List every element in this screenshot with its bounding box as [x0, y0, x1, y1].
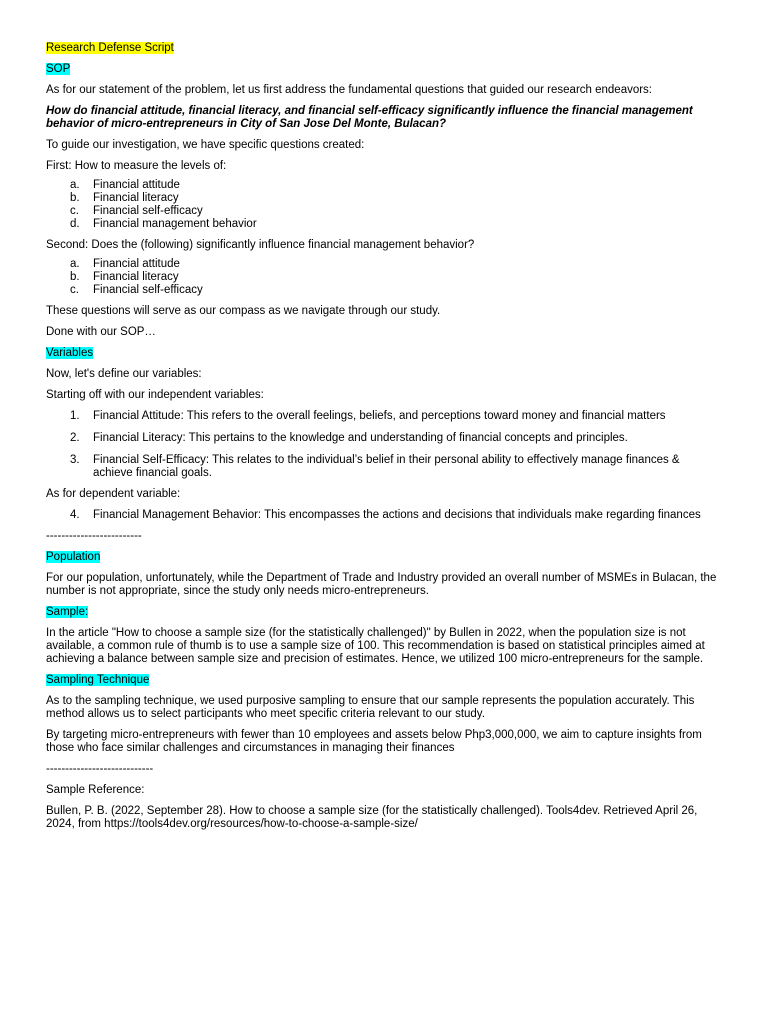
- sampling-text-1: As to the sampling technique, we used purposive sampling to ensure that our sample represents the population accurately. This method allows us to select participants who meet specific criteria relevant to our study.: [46, 695, 695, 720]
- divider: ----------------------------: [46, 763, 154, 775]
- variables-heading-highlight: Variables: [46, 347, 94, 359]
- list-item: b. Financial literacy: [70, 271, 179, 283]
- list-item: d. Financial management behavior: [70, 218, 257, 230]
- independent-intro: Starting off with our independent variables:: [46, 389, 264, 401]
- list-item: 3. Financial Self-Efficacy: This relates to the individual’s belief in their personal ability to effectively manage finances & achieve financial goals.: [70, 454, 680, 479]
- list-item: 2. Financial Literacy: This pertains to the knowledge and understanding of financial concepts and principles.: [70, 432, 628, 444]
- dependent-variables-list: [46, 509, 722, 522]
- sop-heading: [46, 63, 722, 76]
- sampling-text-2: By targeting micro-entrepreneurs with fewer than 10 employees and assets below Php3,000,000, we aim to capture insights from those who face similar challenges and circumstances in managing their finances: [46, 729, 702, 754]
- sample-heading-highlight: Sample:: [46, 606, 89, 618]
- sop-guide: To guide our investigation, we have specific questions created:: [46, 139, 365, 151]
- list-item: c. Financial self-efficacy: [70, 205, 203, 217]
- divider: -------------------------: [46, 530, 142, 542]
- sop-intro: As for our statement of the problem, let us first address the fundamental questions that guided our research endeavors:: [46, 84, 653, 96]
- variables-intro: Now, let's define our variables:: [46, 368, 202, 380]
- list-item: 4. Financial Management Behavior: This encompasses the actions and decisions that individuals make regarding finances: [70, 509, 701, 521]
- sample-heading: [46, 606, 722, 619]
- first-question-label: First: How to measure the levels of:: [46, 160, 227, 172]
- list-item: b. Financial literacy: [70, 192, 179, 204]
- list-item: a. Financial attitude: [70, 258, 180, 270]
- population-heading: [46, 551, 722, 564]
- sample-text: In the article "How to choose a sample size (for the statistically challenged)" by Bullen in 2022, when the population size is not available, a common rule of thumb is to use a sample size of 100. This recommendation is based on statistical principles aimed at achieving a balance between sample size and precision of estimates. Hence, we utilized 100 micro-entrepreneurs for the sample.: [46, 627, 705, 665]
- sampling-heading-highlight: Sampling Technique: [46, 674, 150, 686]
- reference-heading: Sample Reference:: [46, 784, 145, 796]
- second-question-list: [46, 258, 722, 297]
- population-text: For our population, unfortunately, while the Department of Trade and Industry provided an overall number of MSMEs in Bulacan, the number is not appropriate, since the study only needs micro-entrepreneurs.: [46, 572, 717, 597]
- sampling-heading: [46, 674, 722, 687]
- sop-heading-highlight: SOP: [46, 63, 71, 75]
- population-heading-highlight: Population: [46, 551, 101, 563]
- list-item: a. Financial attitude: [70, 179, 180, 191]
- list-item: c. Financial self-efficacy: [70, 284, 203, 296]
- main-question: How do financial attitude, financial literacy, and financial self-efficacy significantly influence the financial management behavior of micro-entrepreneurs in City of San Jose Del Monte, Bulacan?: [46, 105, 693, 130]
- reference-text: Bullen, P. B. (2022, September 28). How to choose a sample size (for the statistically challenged). Tools4dev. Retrieved April 26, 2024, from https://tools4dev.org/resources/how-to-choose-a-sample-size/: [46, 805, 698, 830]
- document-title: [46, 42, 722, 55]
- title-highlight: Research Defense Script: [46, 42, 174, 54]
- independent-variables-list: [46, 410, 722, 480]
- list-item: 1. Financial Attitude: This refers to the overall feelings, beliefs, and perceptions toward money and financial matters: [70, 410, 666, 422]
- dependent-intro: As for dependent variable:: [46, 488, 181, 500]
- sop-compass: These questions will serve as our compass as we navigate through our study.: [46, 305, 441, 317]
- sop-done: Done with our SOP…: [46, 326, 156, 338]
- variables-heading: [46, 347, 722, 360]
- second-question-label: Second: Does the (following) significantly influence financial management behavior?: [46, 239, 475, 251]
- first-question-list: [46, 179, 722, 231]
